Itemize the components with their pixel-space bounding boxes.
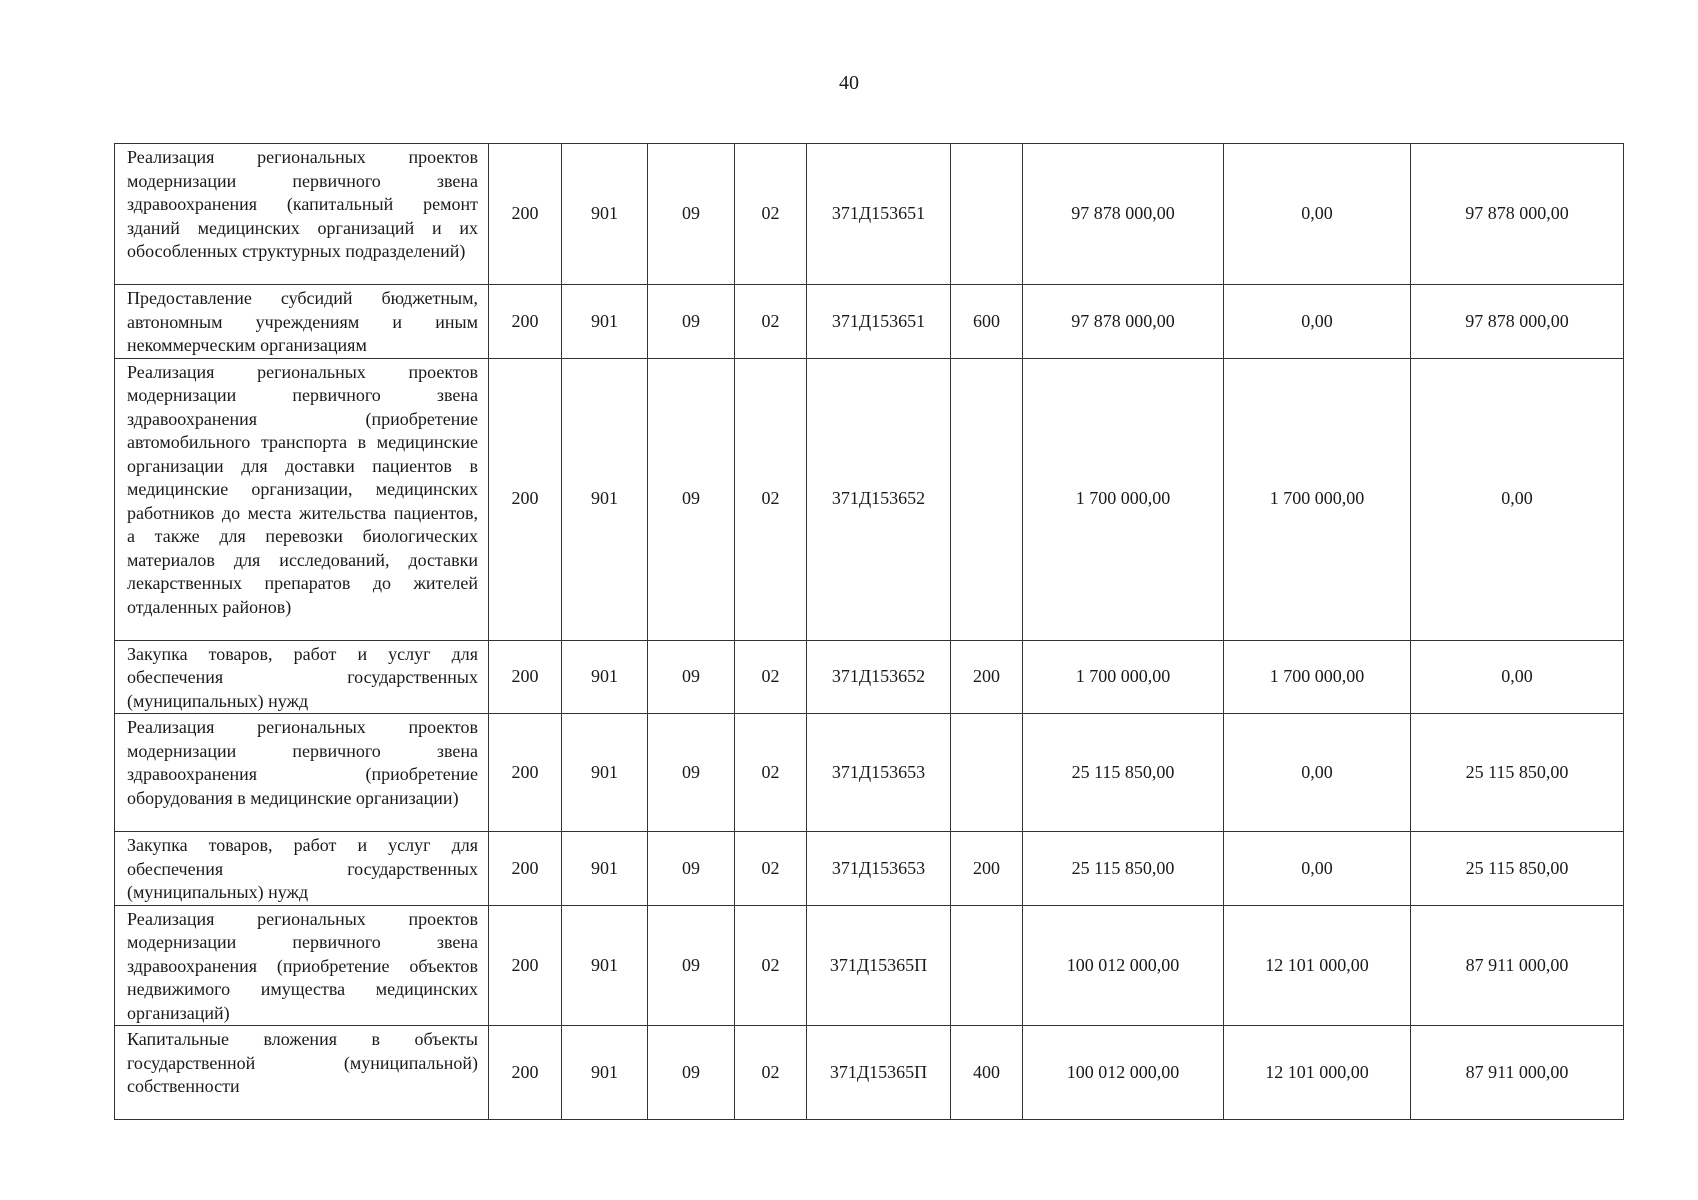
amount-3-cell: 0,00: [1411, 640, 1624, 714]
code-cell: 200: [489, 144, 562, 285]
total-cell: 1 700 000,00: [1023, 358, 1224, 640]
expense-type-cell: [951, 905, 1023, 1026]
section-cell: 09: [648, 358, 735, 640]
amount-3-cell: 97 878 000,00: [1411, 144, 1624, 285]
description-cell: Предоставление субсидий бюджетным, автономным учреждениям и иным некоммерческим организациям: [115, 285, 489, 359]
subsection-cell: 02: [735, 832, 807, 906]
code-cell: 200: [489, 640, 562, 714]
amount-3-cell: 87 911 000,00: [1411, 905, 1624, 1026]
expense-type-cell: 400: [951, 1026, 1023, 1120]
code-cell: 200: [489, 1026, 562, 1120]
ministry-cell: 901: [562, 1026, 648, 1120]
amount-3-cell: 97 878 000,00: [1411, 285, 1624, 359]
target-article-cell: 371Д153652: [807, 358, 951, 640]
subsection-cell: 02: [735, 1026, 807, 1120]
code-cell: 200: [489, 714, 562, 832]
section-cell: 09: [648, 144, 735, 285]
amount-2-cell: 1 700 000,00: [1224, 358, 1411, 640]
ministry-cell: 901: [562, 714, 648, 832]
section-cell: 09: [648, 640, 735, 714]
page-number: 40: [839, 72, 859, 94]
code-cell: 200: [489, 285, 562, 359]
amount-2-cell: 0,00: [1224, 832, 1411, 906]
description-cell: Капитальные вложения в объекты государственной (муниципальной) собственности: [115, 1026, 489, 1120]
section-cell: 09: [648, 714, 735, 832]
description-cell: Реализация региональных проектов модернизации первичного звена здравоохранения (приобретение объектов недвижимого имущества медицинских организаций): [115, 905, 489, 1026]
target-article-cell: 371Д153652: [807, 640, 951, 714]
amount-2-cell: 12 101 000,00: [1224, 1026, 1411, 1120]
section-cell: 09: [648, 1026, 735, 1120]
code-cell: 200: [489, 905, 562, 1026]
budget-table: [114, 143, 1624, 1120]
expense-type-cell: 200: [951, 832, 1023, 906]
expense-type-cell: 600: [951, 285, 1023, 359]
expense-type-cell: 200: [951, 640, 1023, 714]
description-cell: Реализация региональных проектов модернизации первичного звена здравоохранения (приобретение автомобильного транспорта в медицинские организации для доставки пациентов в медицинские организации, медицинских работников до места жительства пациентов, а также для перевозки биологических материалов для исследований, доставки лекарственных препаратов до жителей отдаленных районов): [115, 358, 489, 640]
amount-2-cell: 1 700 000,00: [1224, 640, 1411, 714]
description-cell: Закупка товаров, работ и услуг для обеспечения государственных (муниципальных) нужд: [115, 832, 489, 906]
table-row: [115, 832, 1624, 906]
target-article-cell: 371Д153651: [807, 144, 951, 285]
code-cell: 200: [489, 358, 562, 640]
table-row: [115, 358, 1624, 640]
description-cell: Реализация региональных проектов модернизации первичного звена здравоохранения (капитальный ремонт зданий медицинских организаций и их обособленных структурных подразделений): [115, 144, 489, 285]
target-article-cell: 371Д15365П: [807, 905, 951, 1026]
total-cell: 100 012 000,00: [1023, 1026, 1224, 1120]
expense-type-cell: [951, 144, 1023, 285]
amount-2-cell: 0,00: [1224, 714, 1411, 832]
total-cell: 25 115 850,00: [1023, 832, 1224, 906]
amount-3-cell: 0,00: [1411, 358, 1624, 640]
amount-3-cell: 25 115 850,00: [1411, 832, 1624, 906]
subsection-cell: 02: [735, 714, 807, 832]
expense-type-cell: [951, 358, 1023, 640]
subsection-cell: 02: [735, 640, 807, 714]
total-cell: 97 878 000,00: [1023, 144, 1224, 285]
subsection-cell: 02: [735, 905, 807, 1026]
description-cell: Реализация региональных проектов модернизации первичного звена здравоохранения (приобретение оборудования в медицинские организации): [115, 714, 489, 832]
ministry-cell: 901: [562, 285, 648, 359]
total-cell: 100 012 000,00: [1023, 905, 1224, 1026]
target-article-cell: 371Д15365П: [807, 1026, 951, 1120]
section-cell: 09: [648, 832, 735, 906]
table-row: [115, 905, 1624, 1026]
section-cell: 09: [648, 285, 735, 359]
ministry-cell: 901: [562, 640, 648, 714]
total-cell: 25 115 850,00: [1023, 714, 1224, 832]
amount-3-cell: 87 911 000,00: [1411, 1026, 1624, 1120]
table-row: [115, 1026, 1624, 1120]
amount-2-cell: 0,00: [1224, 285, 1411, 359]
ministry-cell: 901: [562, 905, 648, 1026]
target-article-cell: 371Д153653: [807, 832, 951, 906]
table-row: [115, 144, 1624, 285]
table-row: [115, 640, 1624, 714]
table-row: [115, 714, 1624, 832]
expense-type-cell: [951, 714, 1023, 832]
total-cell: 1 700 000,00: [1023, 640, 1224, 714]
subsection-cell: 02: [735, 285, 807, 359]
ministry-cell: 901: [562, 358, 648, 640]
amount-2-cell: 0,00: [1224, 144, 1411, 285]
target-article-cell: 371Д153653: [807, 714, 951, 832]
code-cell: 200: [489, 832, 562, 906]
section-cell: 09: [648, 905, 735, 1026]
total-cell: 97 878 000,00: [1023, 285, 1224, 359]
table-row: [115, 285, 1624, 359]
ministry-cell: 901: [562, 832, 648, 906]
description-cell: Закупка товаров, работ и услуг для обеспечения государственных (муниципальных) нужд: [115, 640, 489, 714]
subsection-cell: 02: [735, 358, 807, 640]
amount-3-cell: 25 115 850,00: [1411, 714, 1624, 832]
target-article-cell: 371Д153651: [807, 285, 951, 359]
subsection-cell: 02: [735, 144, 807, 285]
ministry-cell: 901: [562, 144, 648, 285]
amount-2-cell: 12 101 000,00: [1224, 905, 1411, 1026]
